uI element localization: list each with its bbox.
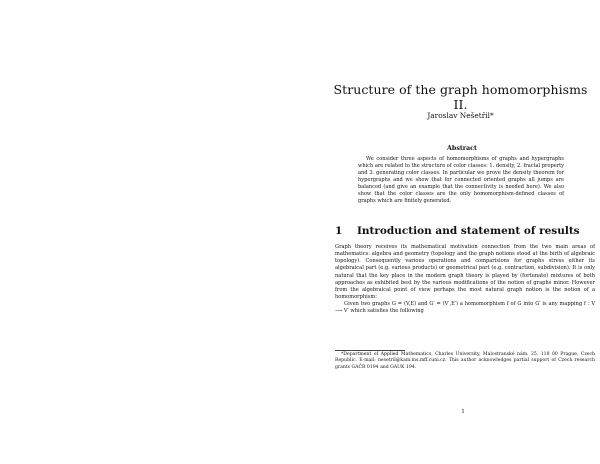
footnote: *Department of Applied Mathematics, Charles University, Malostranské nám. 25, 118 00 Prague, Czech Republic. E-mail: nesetril@kam.ms.mff.cuni.cz. This author acknowledges partial support of Czech research grants GAČR 0194 and GAUK 194. <box>335 352 595 370</box>
section-number: 1 <box>335 225 343 237</box>
page-number: 1 <box>461 409 465 415</box>
section-body <box>335 244 595 316</box>
paragraph: Given two graphs G = (V,E) and G′ = (V′,E′) a homomorphism f of G into G′ is any mapping f : V ⟶ V′ which satisfies the following <box>335 301 595 315</box>
footnote-divider <box>335 350 405 351</box>
paper-title: Structure of the graph homomorphisms II. <box>333 82 588 112</box>
author-name: Jaroslav Nešetřil* <box>427 111 494 120</box>
section-heading <box>335 225 595 237</box>
section-title: Introduction and statement of results <box>357 225 580 237</box>
abstract-text: We consider three aspects of homomorphisms of graphs and hypergraphs which are related to the structure of color classes: 1. density, 2. fractal property and 3. generating color classes. In particular we prove the density theorem for hypergraphs and we show that for connected oriented graphs all jumps are balanced (and give an example that the connectivity is needed here). We also show that the color classes are the only homomorphism-defined classes of graphs which are finitely generated. <box>358 156 564 205</box>
abstract-heading: Abstract <box>447 145 477 152</box>
paragraph: Graph theory receives its mathematical motivation connection from the two main areas of mathematics: algebra and geometry (topology and the graph notions stood at the birth of algebraic topology). Consequently various operations and comparisions for graphs stress either its algebraical part (e.g. various products) or geometrical part (e.g. contraction, subdivision). It is only natural that the key place in the modern graph theory is played by (fortunate) mixtures of both approaches as exhibited best by the various modifications of the notion of graphs minor. However from the algebraical point of view perhaps the most natural graph notion is the notion of a homomorphism: <box>335 244 595 301</box>
